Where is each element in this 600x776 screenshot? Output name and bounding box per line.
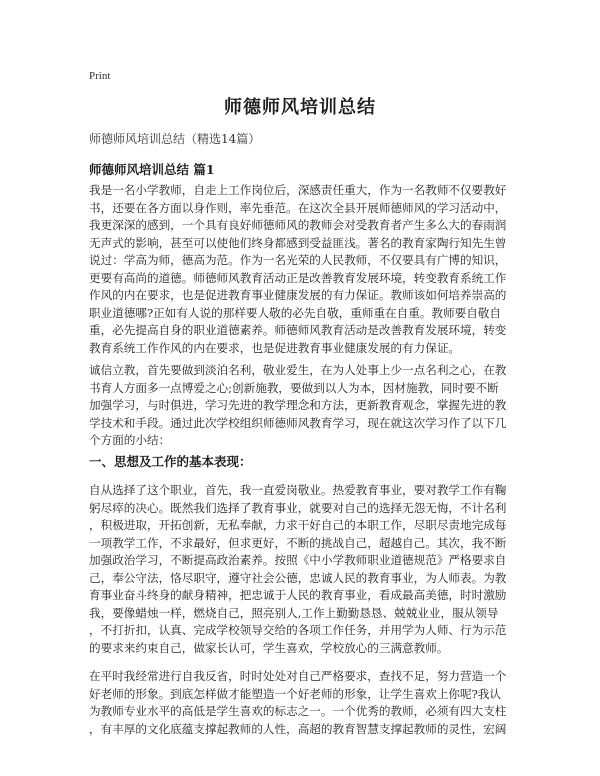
para-line: 好老师的形象。到底怎样做才能塑造一个好老师的形象，让学生喜欢上你呢?我认: [89, 686, 501, 701]
para-line: 无声式的影响，甚至可以使他们终身都感到受益匪浅。著名的教育家陶行知先生曾: [89, 235, 507, 250]
para-line: 我是一名小学教师，自走上工作岗位后，深感责任重大，作为一名教师不仅要教好: [89, 183, 507, 197]
section-heading-1: 师德师风培训总结 篇1: [89, 162, 215, 177]
para-line: 己，奉公守法，恪尽职守，遵守社会公德，忠诚人民的教育事业，为人师表。为教: [89, 570, 507, 585]
para-line: 重，必先提高自身的职业道德素养。师德师风教育活动是改善教育发展环境，转变: [89, 323, 507, 337]
para-line: 说过：学高为师，德高为范。作为一名光荣的人民教师，不仅要具有广博的知识，: [89, 253, 507, 267]
para-line: 为教师专业水平的高低是学生喜欢的标志之一。一个优秀的教师，必须有四大支柱: [89, 704, 507, 718]
para-line: 书，还要在各方面以身作则，率先垂范。在这次全县开展师德师风的学习活动中，: [89, 200, 507, 215]
para-line: ，有丰厚的文化底蕴支撑起教师的人性，高超的教育智慧支撑起教师的灵性，宏阔: [89, 721, 507, 736]
para-line: 我，要像蜡烛一样，燃烧自己，照亮别人,工作上勤勤恳恳、兢兢业业，服从领导: [89, 605, 499, 620]
para-line: 教育系统工作作风的内在要求，也是促进教育事业健康发展的有力保证。: [89, 340, 461, 355]
para-line: 学技术和手段。通过此次学校组织师德师风教育学习，现在就这次学习作了以下几: [89, 415, 507, 430]
para-line: 书育人方面多一点博爱之心;创新施教，要做到以人为本，因材施教，同时要不断: [89, 380, 499, 395]
para-line: ，积极进取，开拓创新，无私奉献，力求干好自己的本职工作，尽职尽责地完成每: [89, 518, 507, 532]
paragraph-1: [89, 182, 513, 357]
para-line: 我更深深的感到，一个具有良好师德师风的教师会对受教育者产生多么大的春雨润: [89, 218, 507, 232]
para-line: 加强学习，与时俱进，学习先进的教学理念和方法，更新教育观念，掌握先进的教: [89, 398, 507, 412]
para-line: 更要有高尚的道德。师德师风教育活动正是改善教育发展环境，转变教育系统工作: [89, 270, 507, 285]
para-line: 一项教学工作，不求最好，但求更好，不断的挑战自己，超越自己。其次，我不断: [89, 535, 507, 550]
paragraph-3: [89, 482, 513, 657]
para-line: 育事业奋斗终身的献身精神，把忠诚于人民的教育事业，看成最高美德，时时激励: [89, 588, 507, 602]
para-line: 诚信立教，首先要做到淡泊名利，敬业爱生，在为人处事上少一点名利之心，在教: [89, 363, 507, 377]
para-line: 的要求来约束自己，做家长认可，学生喜欢，学校放心的三满意教师。: [89, 640, 449, 655]
para-line: 个方面的小结：: [89, 433, 171, 447]
paragraph-4: [89, 668, 513, 738]
section-heading-2: 一、思想及工作的基本表现：: [89, 454, 252, 469]
para-line: 作风的内在要求，也是促进教育事业健康发展的有力保证。教师该如何培养崇高的: [89, 288, 507, 302]
para-line: ，不打折扣，认真、完成学校领导交给的各项工作任务，并用学为人师、行为示范: [89, 623, 507, 637]
print-link[interactable]: Print: [89, 70, 111, 82]
para-line: 职业道德哪?正如有人说的那样要人敬的必先自敬，重师重在自重。教师要自敬自: [89, 305, 501, 320]
paragraph-2: [89, 362, 513, 450]
document-title: 师德师风培训总结: [224, 97, 376, 118]
para-line: 躬尽瘁的决心。既然我们选择了教育事业，就要对自己的选择无怨无悔，不计名利: [89, 500, 507, 515]
para-line: 在平时我经常进行自我反省，时时处处对自己严格要求，查找不足，努力营造一个: [89, 669, 507, 683]
document-subtitle: 师德师风培训总结（精选14篇）: [89, 132, 261, 146]
para-line: 自从选择了这个职业，首先，我一直爱岗敬业。热爱教育事业，要对教学工作有鞠: [89, 483, 507, 497]
para-line: 加强政治学习，不断提高政治素养。按照《中小学教师职业道德规范》严格要求自: [89, 553, 507, 567]
